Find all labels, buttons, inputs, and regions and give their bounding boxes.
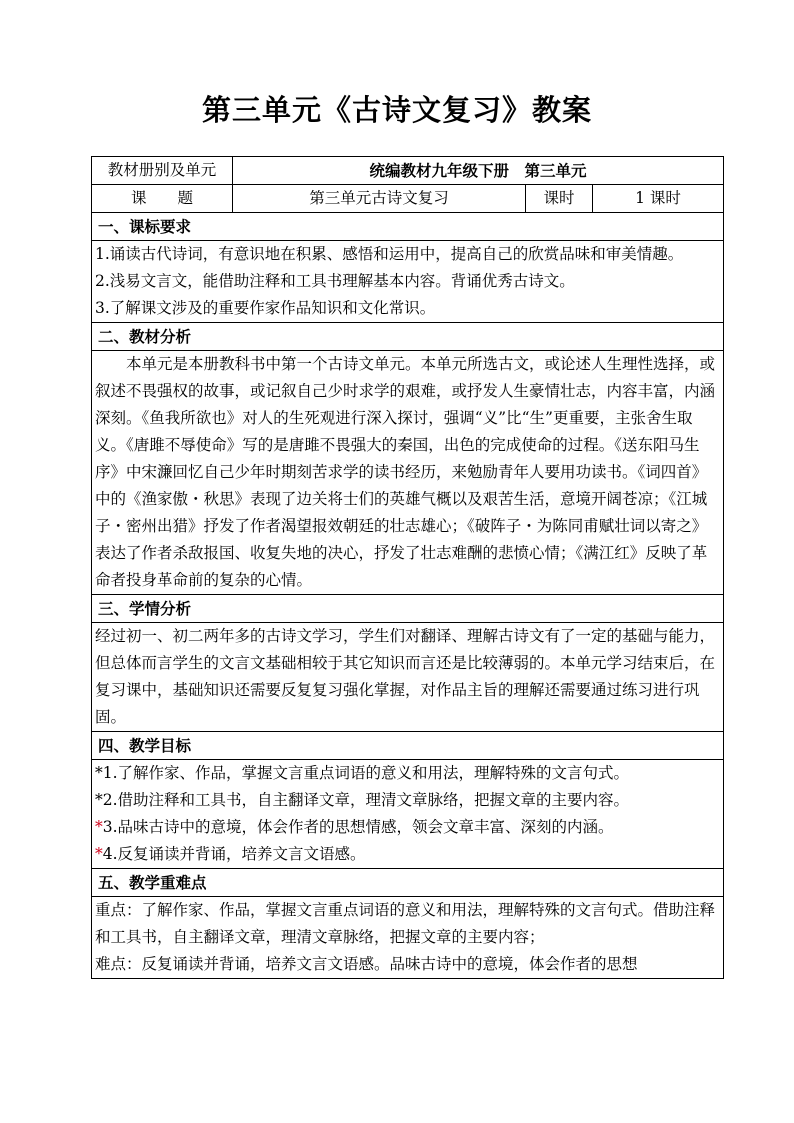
section-heading-textbook-analysis: 二、教材分析 (92, 323, 724, 351)
asterisk-mark-red: * (95, 845, 103, 863)
section-heading-curriculum: 一、课标要求 (92, 213, 724, 241)
period-value: 1 课时 (593, 185, 724, 213)
asterisk-mark: * (95, 764, 103, 782)
section-heading-objectives: 四、教学目标 (92, 732, 724, 760)
objective-item: *4.反复诵读并背诵，培养文言文语感。 (95, 845, 366, 863)
section-body-row (92, 623, 724, 732)
header-row-textbook (92, 157, 724, 185)
asterisk-mark: * (95, 791, 103, 809)
header-row-topic (92, 185, 724, 213)
section-body-row (92, 897, 724, 979)
section-body-learner-analysis (92, 623, 724, 732)
objective-item: *1.了解作家、作品，掌握文言重点词语的意义和用法，理解特殊的文言句式。 (95, 764, 630, 782)
objective-item: *2.借助注释和工具书，自主翻译文章，理清文章脉络，把握文章的主要内容。 (95, 791, 630, 809)
key-point-text: 重点：了解作家、作品，掌握文言重点词语的意义和用法，理解特殊的文言句式。借助注释和工具书，自主翻译文章，理清文章脉络，把握文章的主要内容； (95, 901, 716, 946)
section-heading-row (92, 213, 724, 241)
section-heading-row (92, 869, 724, 897)
period-label: 课时 (526, 185, 593, 213)
curriculum-item: 3.了解课文涉及的重要作家作品知识和文化常识。 (95, 299, 436, 317)
section-body-row (92, 351, 724, 595)
page-title: 第三单元《古诗文复习》教案 (201, 93, 592, 127)
section-heading-row (92, 595, 724, 623)
objective-item: *3.品味古诗中的意境，体会作者的思想情感，领会文章丰富、深刻的内涵。 (95, 818, 614, 836)
textbook-analysis-text: 本单元是本册教科书中第一个古诗文单元。本单元所选古文，或论述人生理性选择，或叙述不畏强权的故事，或记叙自己少时求学的艰难，或抒发人生豪情壮志，内容丰富，内涵深刻。《鱼我所欲也》对人的生死观进行深入探讨，强调“义”比“生”更重要，主张舍生取义。《唐雎不辱使命》写的是唐雎不畏强大的秦国，出色的完成使命的过程。《送东阳马生序》中宋濂回忆自己少年时期刻苦求学的读书经历，来勉励青年人要用功读书。《词四首》中的《渔家傲・秋思》表现了边关将士们的英雄气概以及艰苦生活，意境开阔苍凉；《江城子・密州出猎》抒发了作者渴望报效朝廷的壮志雄心；《破阵子・为陈同甫赋壮词以寄之》表达了作者杀敌报国、收复失地的决心，抒发了壮志难酬的悲愤心情；《满江红》反映了革命者投身革命前的复杂的心情。 (95, 355, 716, 589)
section-heading-key-points: 五、教学重难点 (92, 869, 724, 897)
curriculum-item: 2.浅易文言文，能借助注释和工具书理解基本内容。背诵优秀古诗文。 (95, 272, 575, 290)
curriculum-item: 1.诵读古代诗词，有意识地在积累、感悟和运用中，提高自己的欣赏品味和审美情趣。 (95, 245, 684, 263)
topic-label: 课 题 (92, 185, 233, 213)
section-heading-row (92, 323, 724, 351)
section-heading-learner-analysis: 三、学情分析 (92, 595, 724, 623)
difficulty-text: 难点：反复诵读并背诵，培养文言文语感。品味古诗中的意境，体会作者的思想 (95, 955, 638, 973)
lesson-plan-table (91, 156, 724, 979)
section-body-objectives (92, 760, 724, 869)
section-heading-row (92, 732, 724, 760)
section-body-key-points (92, 897, 724, 979)
section-body-row (92, 241, 724, 323)
textbook-label: 教材册别及单元 (92, 157, 233, 185)
asterisk-mark-red: * (95, 818, 103, 836)
textbook-value: 统编教材九年级下册 第三单元 (233, 157, 724, 185)
section-body-row (92, 760, 724, 869)
topic-value: 第三单元古诗文复习 (233, 185, 526, 213)
section-body-curriculum (92, 241, 724, 323)
section-body-textbook-analysis (92, 351, 724, 595)
learner-analysis-text: 经过初一、初二两年多的古诗文学习，学生们对翻译、理解古诗文有了一定的基础与能力，但总体而言学生的文言文基础相较于其它知识而言还是比较薄弱的。本单元学习结束后，在复习课中，基础知识还需要反复复习强化掌握，对作品主旨的理解还需要通过练习进行巩固。 (95, 627, 716, 726)
